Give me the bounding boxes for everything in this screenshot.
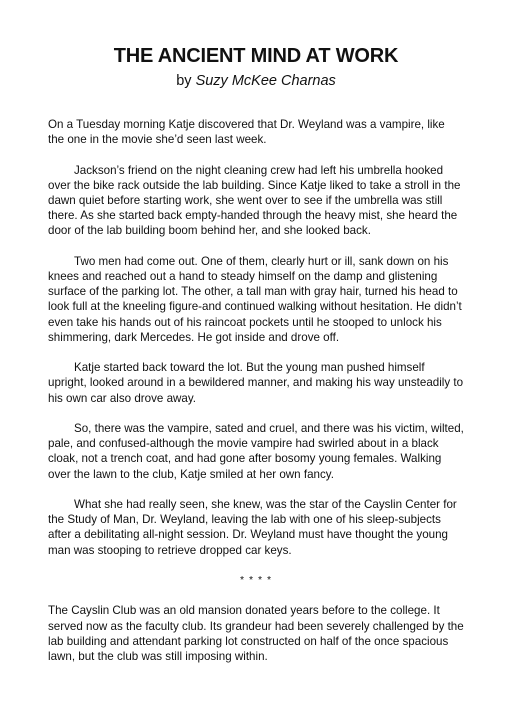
paragraph-2: Jackson’s friend on the night cleaning crew had left his umbrella hooked over the bike rack outside the lab building. Since Katje liked to take a stroll in the dawn quiet before starting work, she went over to see if the umbrella was still there. As she started back empty-handed through the heavy mist, she heard the door of the lab building boom behind her, and she looked back. [48,163,461,238]
paragraph-5: So, there was the vampire, sated and cruel, and there was his victim, wilted, pale, and confused-although the movie vampire had swirled about in a black cloak, not a trench coat, and had gone after bosomy young females. Walking over the lawn to the club, Katje smiled at her own fancy. [48,422,464,481]
section-separator: * * * * [239,574,273,586]
paragraph-6: What she had really seen, she knew, was the star of the Cayslin Center for the Study of Man, Dr. Weyland, leaving the lab with one of his sleep-subjects after a debilitating all-night session. Dr. Weyland must have thought the young man was stooping to retrieve dropped car keys. [48,498,457,557]
byline [48,72,464,90]
paragraph-1: On a Tuesday morning Katje discovered that Dr. Weyland was a vampire, like the one in the movie she’d seen last week. [48,118,445,147]
paragraph-7: The Cayslin Club was an old mansion donated years before to the college. It served now as the faculty club. Its grandeur had been severely challenged by the lab building and attendant parking lot constructed on half of the once spacious lawn, but the club was still imposing within. [48,604,464,663]
story-body [48,117,464,664]
story-title: THE ANCIENT MIND AT WORK [113,45,399,67]
author-name: Suzy McKee Charnas [195,73,336,89]
paragraph-4: Katje started back toward the lot. But the young man pushed himself upright, looked around in a bewildered manner, and making his way unsteadily to his own car also drove away. [48,361,464,405]
paragraph-3: Two men had come out. One of them, clearly hurt or ill, sank down on his knees and reached out a hand to steady himself on the damp and glistening surface of the parking lot. The other, a tall man with gray hair, turned his head to look full at the kneeling figure-and continued walking without hesitation. He didn’t even take his hands out of his raincoat pockets until he stooped to unlock his shimmering, dark Mercedes. He got inside and drove off. [48,254,462,344]
byline-prefix: by [176,73,192,89]
